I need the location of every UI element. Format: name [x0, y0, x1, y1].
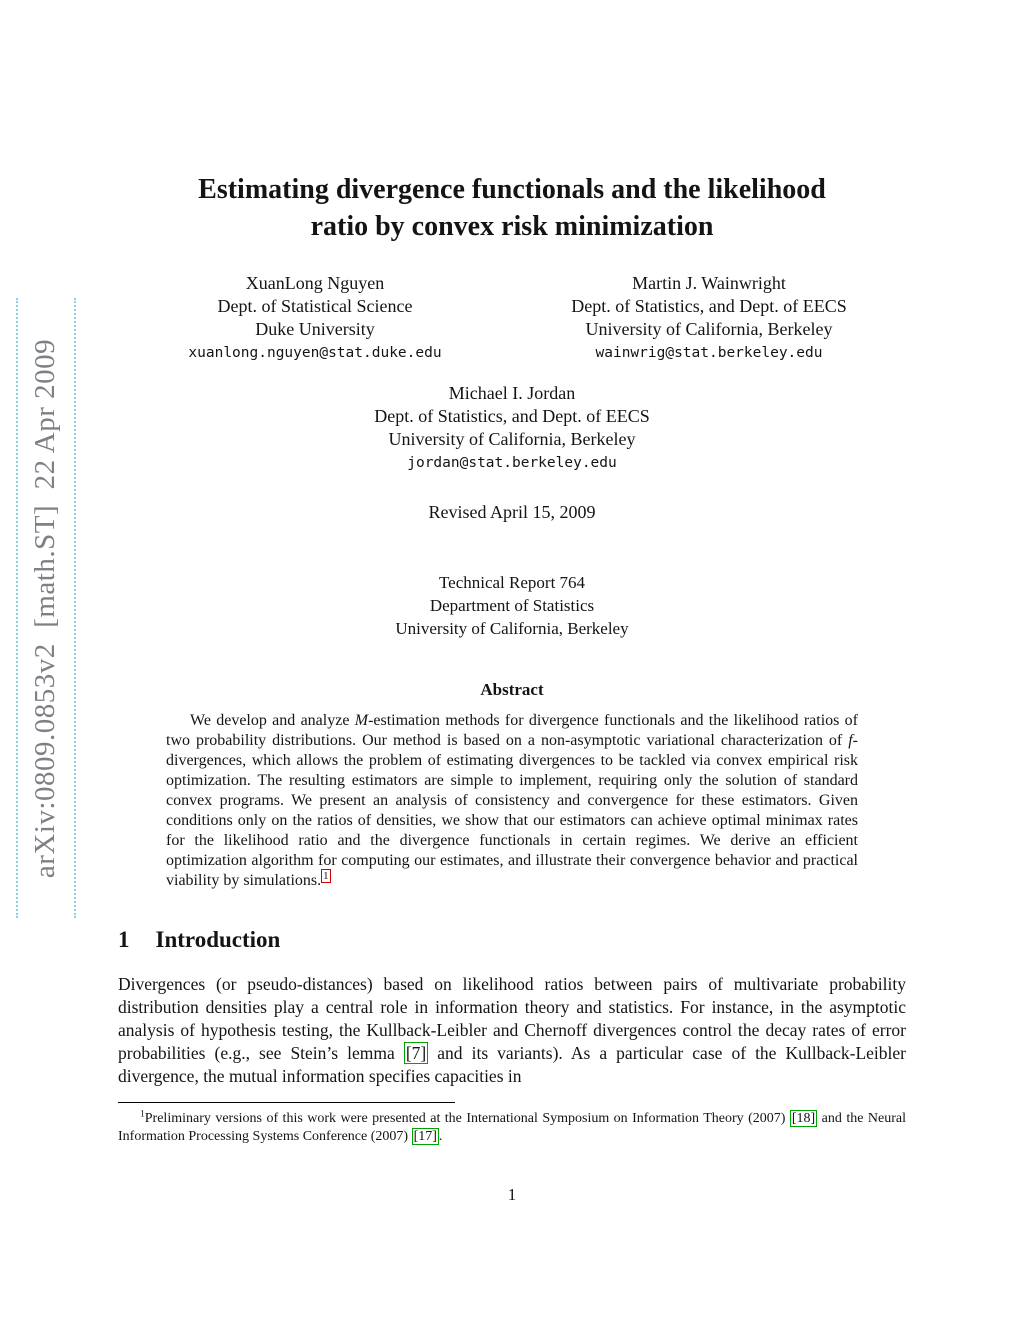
paper-title-line2: ratio by convex risk minimization	[310, 210, 714, 242]
abstract-paragraph	[166, 711, 858, 891]
author-name: Michael I. Jordan	[448, 382, 576, 403]
author-block-wainwright	[512, 272, 906, 366]
footnote-paragraph	[118, 1110, 906, 1146]
citation-17-link[interactable]: [17]	[413, 1128, 437, 1144]
paper-title	[118, 0, 906, 246]
page-number: 1	[507, 1185, 517, 1204]
section-title: Introduction	[155, 926, 281, 952]
author-name: XuanLong Nguyen	[245, 272, 385, 293]
abstract-text: M	[354, 711, 369, 729]
section-number: 1	[118, 926, 130, 952]
abstract-text: f	[848, 731, 853, 749]
intro-paragraph	[118, 973, 906, 1088]
author-dept: Dept. of Statistical Science	[217, 295, 413, 316]
arxiv-stamp-text[interactable]: arXiv:0809.0853v2 [math.ST] 22 Apr 2009	[29, 338, 62, 878]
intro-text: Divergences (or pseudo-distances) based on likelihood ratios between pairs of multivariate probability distribution densities play a central role in information theory and statistics. For instance, in the asymptotic analysis of hypothesis testing, the Kullback-Leibler and Chernoff divergences control the decay rates of error probabilities (e.g., see Stein’s lemma	[118, 973, 906, 1063]
author-email: xuanlong.nguyen@stat.duke.edu	[188, 344, 442, 361]
footnote-rule	[118, 1102, 455, 1103]
footnote-1-marker-link[interactable]: 1	[323, 869, 329, 882]
report-line3: University of California, Berkeley	[395, 618, 629, 638]
revised-date: Revised April 15, 2009	[428, 501, 596, 522]
footnote-text: .	[438, 1128, 443, 1144]
citation-18-link[interactable]: [18]	[791, 1110, 816, 1126]
report-block	[118, 571, 906, 640]
footnote-block	[118, 1102, 906, 1146]
footnote-text: Preliminary versions of this work were presented at the International Symposium on Information Theory (2007)	[144, 1110, 790, 1126]
author-email: wainwrig@stat.berkeley.edu	[595, 344, 823, 361]
footnote-text: and the Neural Information Processing Systems Conference (2007)	[118, 1110, 906, 1144]
author-block-nguyen	[118, 272, 512, 366]
intro-text: and its variants). As a particular case of the Kullback-Leibler divergence, the mutual information specifies capacities in	[118, 1042, 906, 1086]
paper-content	[118, 0, 906, 1146]
author-univ: Duke University	[255, 318, 375, 339]
citation-7-link[interactable]: [7]	[405, 1042, 427, 1063]
abstract-text: -estimation methods for divergence functionals and the likelihood ratios of two probability distributions. Our method is based on a non-asymptotic variational characterization of	[166, 711, 859, 749]
author-univ: University of California, Berkeley	[585, 318, 833, 339]
authors-row	[118, 272, 906, 366]
footnote-1-marker: 1	[140, 1109, 145, 1120]
author-dept: Dept. of Statistics, and Dept. of EECS	[571, 295, 847, 316]
paper-title-line1: Estimating divergence functionals and the likelihood	[198, 174, 826, 205]
abstract-text: We develop and analyze	[190, 711, 355, 729]
abstract-heading: Abstract	[480, 679, 544, 699]
section-1-heading	[118, 927, 906, 953]
arxiv-stamp[interactable]	[16, 298, 76, 918]
author-block-jordan	[118, 382, 906, 476]
report-line1: Technical Report 764	[438, 572, 586, 592]
author-name: Martin J. Wainwright	[632, 272, 786, 293]
author-email: jordan@stat.berkeley.edu	[407, 454, 617, 471]
abstract-text: -divergences, which allows the problem of estimating divergences to be tackled via convex empirical risk optimization. The resulting estimators are simple to implement, requiring only the solution of standard convex programs. We present an analysis of consistency and convergence for these estimators. Given conditions only on the ratios of densities, we show that our estimators can achieve optimal minimax rates for the likelihood ratio and the divergence functionals in certain regimes. We derive an efficient optimization algorithm for computing our estimates, and illustrate their convergence behavior and practical viability by simulations.	[166, 731, 858, 889]
author-univ: University of California, Berkeley	[388, 428, 636, 449]
author-dept: Dept. of Statistics, and Dept. of EECS	[374, 405, 650, 426]
report-line2: Department of Statistics	[429, 595, 595, 615]
